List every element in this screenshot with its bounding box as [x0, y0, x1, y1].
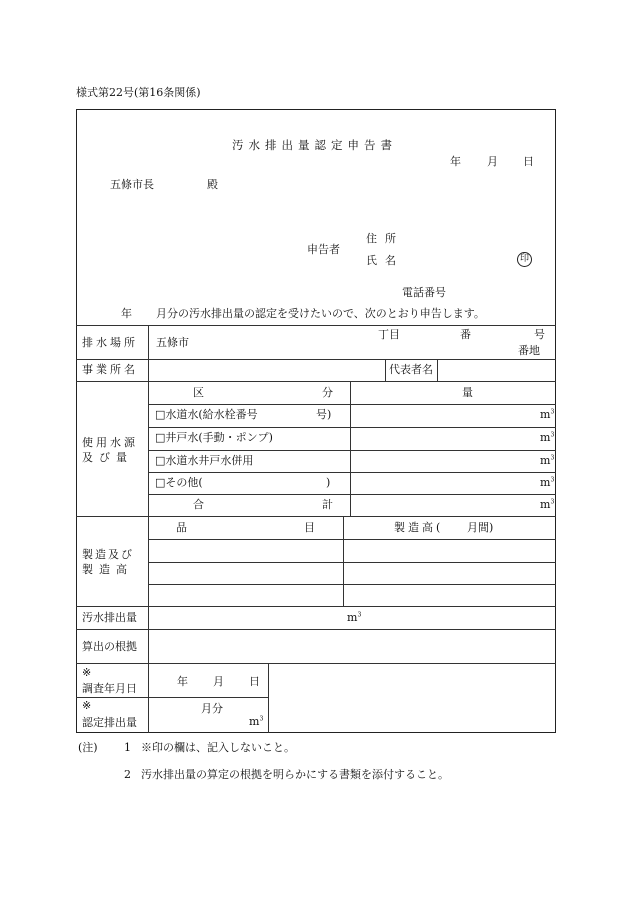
- col-volume-end: 月間): [467, 521, 494, 534]
- row-line: [148, 562, 556, 563]
- form-title: 汚水排出量認定申告書: [232, 138, 397, 152]
- date-month: 月: [487, 155, 498, 168]
- water-source-label-2: 及び量: [82, 451, 133, 464]
- total-a: 合: [193, 498, 204, 511]
- date-day: 日: [523, 155, 534, 168]
- water-item-other: □その他(: [155, 476, 203, 489]
- note-num-2: 2: [124, 768, 131, 781]
- col-item-a: 品: [176, 521, 187, 534]
- office-name-label: 事業所名: [82, 363, 138, 376]
- col-volume: 製造高(: [394, 521, 444, 534]
- col-line: [437, 359, 438, 381]
- honorific: 殿: [207, 178, 218, 191]
- representative-label: 代表者名: [389, 363, 433, 376]
- survey-year: 年: [177, 675, 188, 688]
- note-num-1: 1: [124, 741, 131, 754]
- phone-label: 電話番号: [402, 286, 446, 299]
- note-prefix: (注): [78, 741, 98, 754]
- discharge-place-label: 排水場所: [82, 336, 138, 349]
- survey-month: 月: [213, 675, 224, 688]
- survey-mark: ※: [82, 666, 92, 679]
- production-label-2: 製造高: [82, 563, 133, 576]
- water-item-tap: □水道水(給水栓番号: [155, 408, 258, 421]
- certified-month: 月分: [201, 702, 223, 715]
- unit-m3: $m^3$: [540, 431, 555, 444]
- note-text-2: 汚水排出量の算定の根拠を明らかにする書類を添付すること。: [141, 768, 449, 781]
- row-line: [148, 427, 556, 428]
- water-item-other-suffix: ): [326, 476, 331, 489]
- col-line: [343, 516, 344, 606]
- row-line: [148, 450, 556, 451]
- addressee: 五條市長: [110, 178, 154, 191]
- col-line: [268, 663, 269, 733]
- water-item-tap-suffix: 号): [316, 408, 332, 421]
- seal-mark: 印: [517, 252, 532, 267]
- certified-label: 認定排出量: [82, 716, 137, 729]
- chome-label: 丁目: [378, 328, 400, 341]
- statement-year: 年: [121, 307, 132, 320]
- col-line: [148, 325, 149, 733]
- col-item-b: 目: [304, 521, 315, 534]
- ban-label: 番: [460, 328, 471, 341]
- unit-m3: $m^3$: [540, 476, 555, 489]
- unit-m3: $m^3$: [249, 715, 264, 728]
- water-item-well: □井戸水(手動・ポンプ): [155, 431, 273, 444]
- applicant-label: 申告者: [307, 243, 340, 256]
- date-year: 年: [450, 155, 461, 168]
- go-label: 号: [534, 328, 545, 341]
- col-category-b: 分: [322, 386, 333, 399]
- row-line: [148, 539, 556, 540]
- unit-m3: $m^3$: [540, 408, 555, 421]
- unit-m3: $m^3$: [540, 454, 555, 467]
- row-line: [148, 584, 556, 585]
- survey-day: 日: [249, 675, 260, 688]
- total-b: 計: [322, 498, 333, 511]
- discharge-volume-label: 汚水排出量: [82, 611, 137, 624]
- water-source-label-1: 使用水源: [82, 436, 138, 449]
- water-item-combined: □水道水井戸水併用: [155, 454, 254, 467]
- statement-text: 月分の汚水排出量の認定を受けたいので、次のとおり申告します。: [156, 307, 485, 320]
- banchi-label: 番地: [518, 344, 540, 357]
- row-line: [148, 404, 556, 405]
- col-category-a: 区: [193, 386, 204, 399]
- calc-basis-label: 算出の根拠: [82, 640, 137, 653]
- col-line: [385, 359, 386, 381]
- row-line: [148, 472, 556, 473]
- unit-m3: $m^3$: [347, 611, 362, 624]
- production-label-1: 製造及び: [82, 548, 134, 561]
- form-label: 様式第22号(第16条関係): [76, 86, 201, 99]
- survey-date-label: 調査年月日: [82, 682, 137, 695]
- col-line: [350, 381, 351, 516]
- col-amount: 量: [462, 386, 473, 399]
- address-label: 住所: [366, 232, 404, 245]
- note-text-1: ※印の欄は、記入しないこと。: [141, 741, 295, 754]
- row-line: [76, 697, 268, 698]
- name-label: 氏名: [366, 254, 404, 267]
- row-line: [148, 494, 556, 495]
- certified-mark: ※: [82, 699, 92, 712]
- discharge-city: 五條市: [156, 336, 189, 349]
- unit-m3: $m^3$: [540, 498, 555, 511]
